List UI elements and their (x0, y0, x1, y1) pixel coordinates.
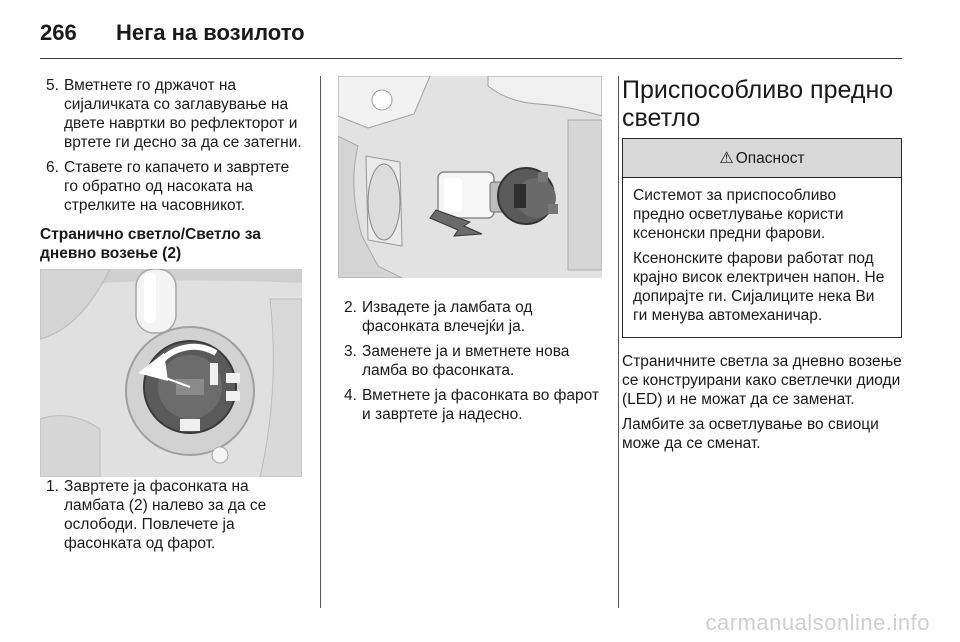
page-title: Нега на возилото (116, 20, 305, 45)
column-1 (40, 76, 306, 559)
steps-list (40, 76, 306, 215)
step-text: Извадете ја ламбата од фасонката влечејќи ја. (362, 299, 533, 335)
warning-box (622, 138, 902, 338)
warning-body (623, 178, 901, 337)
header-divider (40, 58, 902, 59)
list-item (40, 158, 306, 215)
warning-label: Опасност (735, 149, 805, 167)
step-text: Вметнете го држачот на сијаличката со заглавување на двете навртки во рефлекторот и вртете ги десно за да се затегни. (64, 77, 302, 151)
step-text: Завртете ја фасонката на ламбата (2) налево за да се ослободи. Повлечете ја фасонката од фарот. (64, 478, 267, 552)
bulb-socket-illustration (40, 269, 302, 477)
warning-paragraph: Системот за приспособливо предно осветлување користи ксенонски предни фарови. (633, 187, 844, 242)
warning-paragraph: Ксенонските фарови работат под крајно висок електричен напон. Не допирајте ги. Сијалиците нека Ви ги менува автомеханичар. (633, 250, 885, 324)
bulb-removal-illustration (338, 76, 602, 278)
page-number: 266 (40, 20, 77, 45)
list-item (338, 342, 602, 380)
socket-rotate-icon (40, 269, 302, 477)
column-divider-1 (320, 76, 321, 608)
step-number: 3. (344, 343, 357, 360)
list-item (40, 477, 306, 553)
step-number: 2. (344, 299, 357, 316)
list-item (338, 386, 602, 424)
step-text: Заменете ја и вметнете нова ламба во фасонката. (362, 343, 570, 379)
step-number: 6. (46, 159, 59, 176)
step-number: 4. (344, 387, 357, 404)
list-item (338, 298, 602, 336)
step-number: 5. (46, 77, 59, 94)
step-number: 1. (46, 478, 59, 495)
warning-triangle-icon: ⚠ (719, 149, 734, 167)
column-2 (338, 76, 602, 430)
page-header (40, 12, 900, 60)
warning-header (623, 139, 901, 178)
bulb-removal-icon (338, 76, 602, 278)
column-divider-2 (618, 76, 619, 608)
subheading: Странично светло/Светло за дневно возење (2) (40, 226, 261, 262)
body-paragraph: Ламбите за осветлување во свиоци може да се сменат. (622, 416, 879, 452)
column-3 (622, 76, 902, 459)
list-item (40, 76, 306, 152)
steps-list (338, 298, 602, 424)
steps-list (40, 477, 306, 553)
section-title: Приспособливо предно светло (622, 76, 894, 132)
body-paragraph: Страничните светла за дневно возење се конструирани како светлечки диоди (LED) и не можат да се заменат. (622, 353, 902, 408)
step-text: Вметнете ја фасонката во фарот и завртете ја надесно. (362, 387, 600, 423)
watermark: carmanualsonline.info (705, 610, 930, 635)
step-text: Ставете го капачето и завртете го обратно од насоката на стрелките на часовникот. (64, 159, 290, 214)
